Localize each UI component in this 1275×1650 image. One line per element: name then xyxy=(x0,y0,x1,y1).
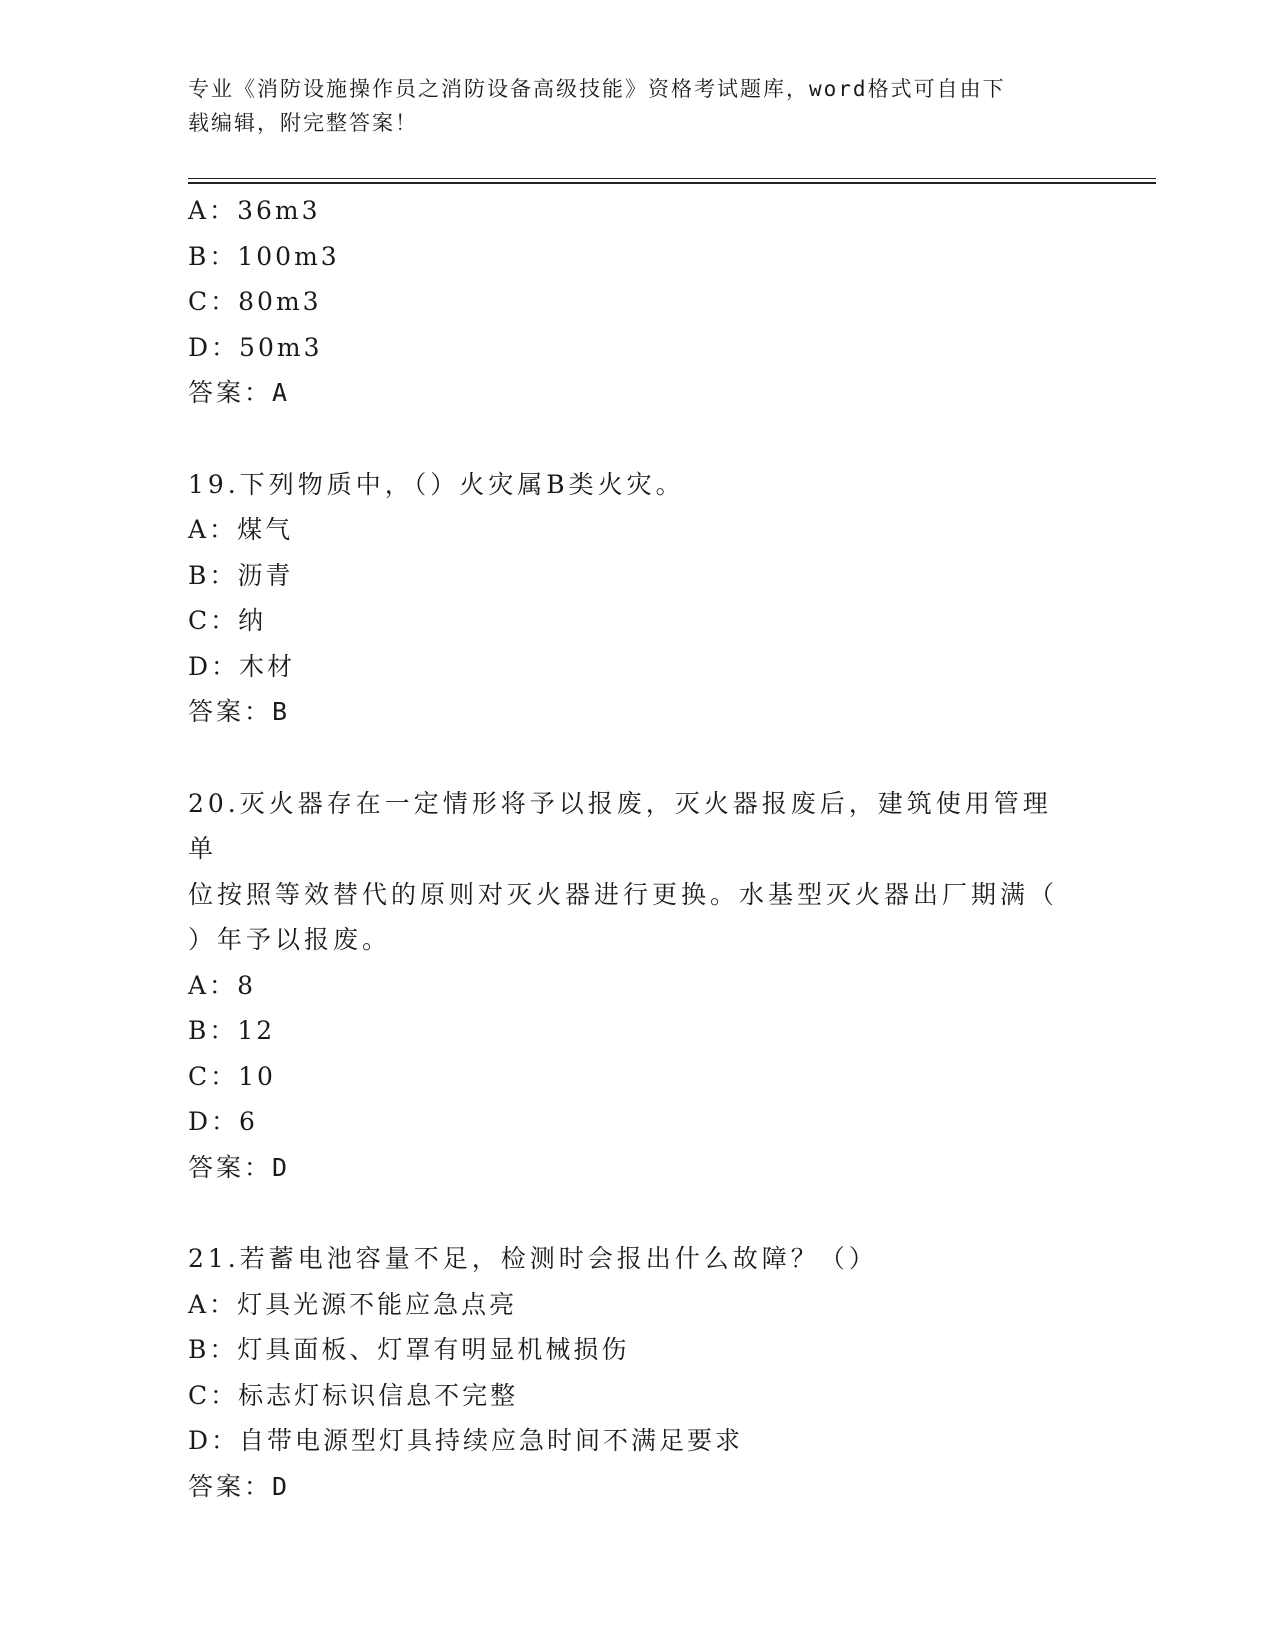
option-value: 纳 xyxy=(238,606,267,635)
option-row xyxy=(188,1008,1088,1054)
option-value: 沥青 xyxy=(237,560,294,590)
option-value: 木材 xyxy=(239,651,296,681)
answer-line: 答案：B xyxy=(188,697,291,726)
answer-line: 答案：D xyxy=(188,1152,291,1182)
option-label: D： xyxy=(188,332,240,362)
question-list xyxy=(188,188,1088,1509)
option-value: 50m3 xyxy=(239,332,323,362)
option-value: 10 xyxy=(238,1061,276,1091)
option-value: 灯具光源不能应急点亮 xyxy=(237,1289,518,1319)
option-value: 标志灯标识信息不完整 xyxy=(238,1380,519,1410)
option-value: 灯具面板、灯罩有明显机械损伤 xyxy=(237,1335,630,1364)
header-line-1: 专业《消防设施操作员之消防设备高级技能》资格考试题库，word格式可自由下 xyxy=(188,77,1006,101)
answer-line: 答案：D xyxy=(188,1471,291,1501)
option-label: A： xyxy=(188,196,238,225)
option-value: 6 xyxy=(239,1107,258,1136)
option-label: C： xyxy=(188,1380,239,1410)
option-label: D： xyxy=(188,1107,240,1136)
option-row xyxy=(188,1282,1088,1328)
option-label: A： xyxy=(188,1289,238,1319)
option-row xyxy=(188,507,1088,553)
option-label: C： xyxy=(188,287,239,316)
option-value: 80m3 xyxy=(238,287,322,316)
option-row xyxy=(188,1373,1088,1419)
option-label: D： xyxy=(188,1426,240,1455)
question-text: 21.若蓄电池容量不足，检测时会报出什么故障？（） xyxy=(188,1244,878,1273)
option-row xyxy=(188,1327,1088,1373)
document-header xyxy=(188,72,1088,140)
option-value: 8 xyxy=(237,970,256,1000)
option-label: C： xyxy=(188,1061,239,1091)
option-label: C： xyxy=(188,606,239,635)
option-label: B： xyxy=(188,1335,238,1364)
option-row xyxy=(188,234,1088,280)
answer-line: 答案：A xyxy=(188,378,291,407)
option-label: B： xyxy=(188,241,238,271)
option-row xyxy=(188,644,1088,690)
question-text-line: ）年予以报废。 xyxy=(188,925,392,954)
option-value: 100m3 xyxy=(237,241,340,271)
option-label: B： xyxy=(188,560,238,590)
header-divider-thick xyxy=(188,182,1156,184)
question-block xyxy=(188,781,1088,1191)
leading-options xyxy=(188,188,1088,416)
header-divider-thin xyxy=(188,178,1156,179)
option-row xyxy=(188,1099,1088,1145)
question-text: 19.下列物质中，（）火灾属B类火灾。 xyxy=(188,469,685,499)
option-row xyxy=(188,598,1088,644)
question-text-line: 位按照等效替代的原则对灭火器进行更换。水基型灭火器出厂期满（ xyxy=(188,879,1059,909)
option-label: B： xyxy=(188,1016,238,1045)
option-value: 自带电源型灯具持续应急时间不满足要求 xyxy=(239,1426,744,1455)
option-row xyxy=(188,325,1088,371)
option-row xyxy=(188,963,1088,1009)
option-label: A： xyxy=(188,970,238,1000)
option-row xyxy=(188,1418,1088,1464)
option-value: 36m3 xyxy=(237,196,321,225)
option-row xyxy=(188,279,1088,325)
option-label: A： xyxy=(188,515,238,544)
option-row xyxy=(188,1054,1088,1100)
option-label: D： xyxy=(188,651,240,681)
header-line-2: 载编辑，附完整答案！ xyxy=(188,111,418,135)
option-row xyxy=(188,553,1088,599)
question-block xyxy=(188,1236,1088,1509)
question-text-line: 20.灭火器存在一定情形将予以报废，灭火器报废后，建筑使用管理单 xyxy=(188,788,1052,863)
option-row xyxy=(188,188,1088,234)
option-value: 12 xyxy=(237,1016,276,1045)
option-value: 煤气 xyxy=(237,515,294,544)
question-block xyxy=(188,462,1088,735)
